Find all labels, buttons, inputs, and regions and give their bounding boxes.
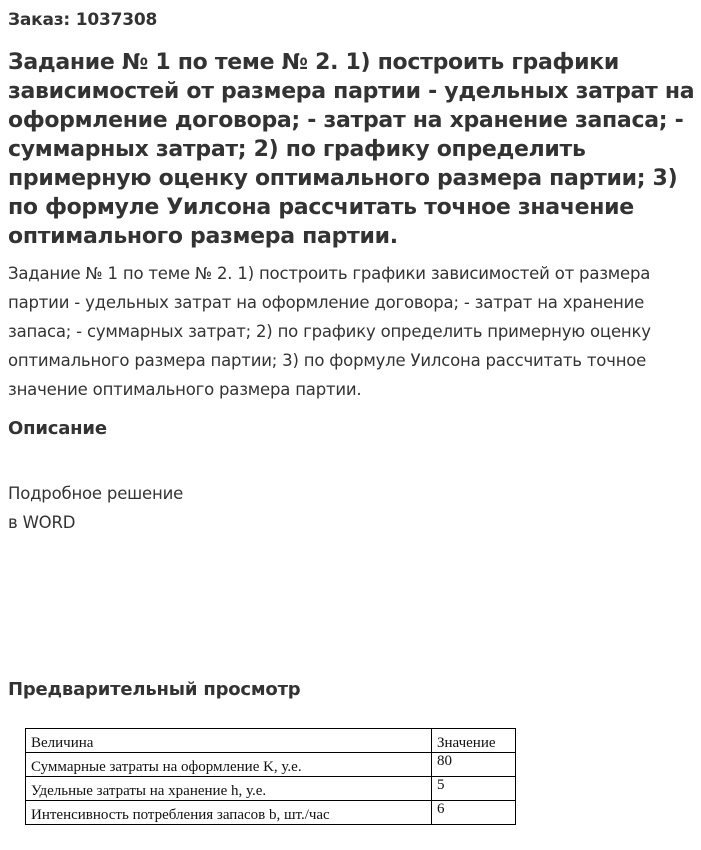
table-cell-name: Интенсивность потребления запасов b, шт./час — [26, 801, 432, 825]
table-cell-value: 80 — [432, 753, 516, 777]
table-row — [26, 777, 516, 801]
description-line: Подробное решение — [8, 484, 184, 503]
table-cell-name: Удельные затраты на хранение h, у.е. — [26, 777, 432, 801]
table-header-row — [26, 729, 516, 753]
table-cell-value: 6 — [432, 801, 516, 825]
table-header-cell: Величина — [26, 729, 432, 753]
task-title: Задание № 1 по теме № 2. 1) построить графики зависимостей от размера партии - удельных затрат на оформление договора; - затрат на хранение запаса; - суммарных затрат; 2) по графику определить примерную оценку оптимального размера партии; 3) по формуле Уилсона рассчитать точное значение оптимального размера партии. — [8, 50, 695, 249]
table-cell-name: Суммарные затраты на оформление K, у.е. — [26, 753, 432, 777]
table-row — [26, 753, 516, 777]
preview-heading: Предварительный просмотр — [8, 679, 301, 700]
table-cell-value: 5 — [432, 777, 516, 801]
table-header-cell: Значение — [432, 729, 516, 753]
description-line: в WORD — [8, 513, 76, 532]
description-heading: Описание — [8, 418, 107, 439]
task-text: Задание № 1 по теме № 2. 1) построить графики зависимостей от размера партии - удельных затрат на оформление договора; - затрат на хранение запаса; - суммарных затрат; 2) по графику определить примерную оценку оптимального размера партии; 3) по формуле Уилсона рассчитать точное значение оптимального размера партии. — [8, 264, 651, 399]
table-row — [26, 801, 516, 825]
order-number: Заказ: 1037308 — [8, 10, 158, 30]
preview-table — [25, 728, 516, 825]
description-body — [8, 479, 183, 537]
